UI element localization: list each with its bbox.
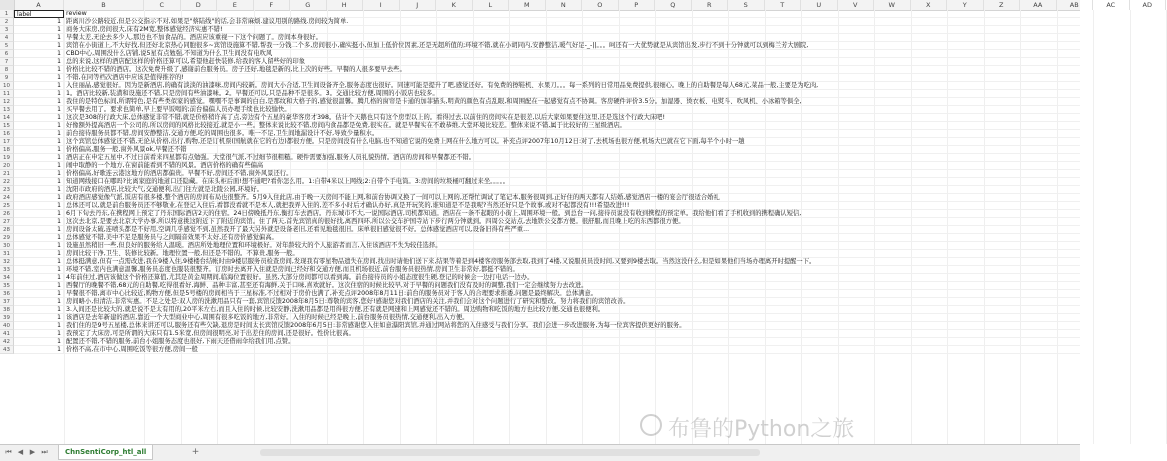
column-header[interactable]: H (327, 0, 364, 10)
column-header[interactable]: E (217, 0, 254, 10)
cell-review[interactable]: 酒店正在申定五星中,不过日前看来四星都有点勉强。大堂很气派,不过细节很粗糙。硬件需要加强,服务人员礼貌热情。酒店的房间和早餐都还不错。 (64, 154, 1080, 162)
cell-label[interactable]: 1 (14, 114, 64, 122)
row-number[interactable]: 15 (0, 122, 14, 130)
cell-label[interactable]: 1 (14, 162, 64, 170)
row-number[interactable]: 34 (0, 274, 14, 282)
row-number[interactable]: 28 (0, 226, 14, 234)
cell-label[interactable]: 1 (14, 74, 64, 82)
row-number[interactable]: 41 (0, 330, 14, 338)
cell-label[interactable]: 1 (14, 338, 64, 346)
column-header[interactable]: Q (655, 0, 692, 10)
cell-label[interactable]: 1 (14, 282, 64, 290)
row-number[interactable]: 32 (0, 258, 14, 266)
table-row[interactable] (0, 114, 1080, 122)
cell-review[interactable]: 我预定了大床房,可是所谓的大床只有1.5米宽,但房间很明亮,对于出差住的房间,还是很好。性价比很高。 (64, 330, 1080, 338)
table-row[interactable] (0, 178, 1080, 186)
cell-review[interactable]: 6月下旬去丹东,在携程网上预定了丹东国际酒店2天的住宿。24日傍晚抵丹东,衡打车去酒店。丹东城市不大,一说国际酒店,司机都知道。酒店在一条不起眼的小街上,周围环境一般。到总台一问,接待员说没有收到携程的预定单。我给他们看了手机收到的携程确认短信, (64, 210, 1080, 218)
sheet-tab-bar (0, 444, 1080, 461)
table-row[interactable] (0, 322, 1080, 330)
select-all-corner[interactable] (0, 0, 15, 10)
cell-review[interactable]: 这次去北京,是要去北京大学办事,所以特意挑这附近下了附近的宾馆。住了两天,首先宾馆真的很好找,离西四环,所以公交车护国寺站下步行两分钟就到。四周公交站点,去地铁公交都方便。很舒服,而且晚上吃的东西都很方便。 (64, 218, 1080, 226)
table-row[interactable] (0, 266, 1080, 274)
cell-label[interactable]: 1 (14, 154, 64, 162)
cell-label[interactable]: 1 (14, 66, 64, 74)
cell-label[interactable]: 1 (14, 314, 64, 322)
table-row[interactable] (0, 170, 1080, 178)
cell-label[interactable]: 1 (14, 122, 64, 130)
row-number[interactable]: 2 (0, 18, 14, 26)
table-row[interactable] (0, 26, 1080, 34)
cell-review[interactable]: 价格比比较不错的酒店。这次免费升级了,感谢前台服务员。房子还好,地毯是新的,比上次的好些。早餐的人很多要早去些。 (64, 66, 1080, 74)
cell-review[interactable]: 知道网线接口在哪吗?比离家庭的地道口还隐藏。在床头柜后面!想不通吧?看你怎么用。1:自带4米以上网线;2:自带个手电筒。3:房间的垃圾桶可翻过来坐。。。。。 (64, 178, 1080, 186)
column-header[interactable]: S (728, 0, 765, 10)
horizontal-scrollbar[interactable] (260, 449, 760, 456)
row-number[interactable]: 22 (0, 178, 14, 186)
table-row[interactable] (0, 330, 1080, 338)
cell-label[interactable]: 1 (14, 170, 64, 178)
cell-review[interactable]: 我们住的是9号五星楼,总体来讲还可以,服务还有些欠缺,退房是时间太长宾馆反馈2008年6月5日:非常感谢您入住如意瀑阳宾馆,并通过网站将您的入住感受与我们分享。我们会进一步改进服务,为每一位宾客提供更好的服务。 (64, 322, 1080, 330)
cell-review[interactable]: 早餐很不错,离市中心比较近,购物方便,但是5号楼的房间相当于三星标准,不过相对于房价也满了,补充点评2008年8月11日:前台的服务员对于客人的合理要求推诿,问题是最终解决。总体满意。 (64, 290, 1080, 298)
cell-review[interactable]: 前台接待服务员都不错,房间安静整洁,交通方便,吃的周围也很多。唯一不足,卫生间地漏设计不好,导致少量积水。 (64, 130, 1080, 138)
table-row[interactable] (0, 242, 1080, 250)
cell-label[interactable]: 1 (14, 146, 64, 154)
table-row[interactable] (0, 146, 1080, 154)
prev-sheet-icon[interactable]: ◀ (17, 448, 24, 456)
cell-label[interactable]: 1 (14, 226, 64, 234)
column-header[interactable]: W (874, 0, 911, 10)
cell-review[interactable]: 设施虽然稍旧一些,但良好的服务给人温暖。酒店所处地理位置和环境极好。对年龄较大的个人旅游者而言,入住该酒店不失为较佳选择。 (64, 242, 1080, 250)
cell-review[interactable]: 这个宾馆总体感觉还不错,无论从价格,出行,购物,还是订机票(国航就在它的右边)都很方便。只是房间没有什么电脑,也不知道它说的免费上网在什么地方可以。补充点评2007年10月12日:对了,去机场也很方便,机场大巴就在它下面,每半个小时一趟 (64, 138, 1080, 146)
table-row[interactable] (0, 34, 1080, 42)
grid-line (1093, 10, 1094, 444)
cell-label[interactable]: 1 (14, 266, 64, 274)
column-header[interactable]: D (181, 0, 218, 10)
cell-label[interactable]: 1 (14, 202, 64, 210)
cell-review[interactable]: 总体感觉不错,美中不足是服务员与之间隔音效果不太好,还有房价感觉偏高。 (64, 234, 1080, 242)
column-header[interactable]: A (14, 0, 64, 10)
cell-review[interactable]: 这次是308的行政大床,总体感觉非常不错,就是价格稍许高了点,旁边有个五星的豪华客房才398。估计个天鹅也只有这个房型以上的。看得过去,以前住的房间实在是很差,以后大家如果要住这里,还是选这个行政大床吧! (64, 114, 1080, 122)
table-row[interactable] (0, 98, 1080, 106)
table-row[interactable] (0, 274, 1080, 282)
column-header[interactable]: T (765, 0, 802, 10)
table-row[interactable] (0, 226, 1080, 234)
cell-label[interactable]: 1 (14, 34, 64, 42)
cell-label[interactable]: 1 (14, 186, 64, 194)
row-number[interactable]: 37 (0, 298, 14, 306)
table-row[interactable] (0, 258, 1080, 266)
table-row[interactable] (0, 186, 1080, 194)
cell-review[interactable]: 距离川沙公路较近,但是公交指示不对,如果是"蔡陆线"的话,会非常麻烦.建议用别的路线.房间较为简单. (64, 18, 1080, 26)
cell-review[interactable]: 闹中取静的一个地方,在窗前能看到不错的风景。酒店价格的确有些偏高 (64, 162, 1080, 170)
row-number[interactable]: 11 (0, 90, 14, 98)
cell-review[interactable]: 我住的是特色标间,所谓特色,是有些类似家的感觉。嘿嘿不是事调的白白,是那纹和大格子的,感觉很温馨。腾几格的窗帘是卡通的加菲猫头,明黄的颜色有点乱眼,和周围配在一起感觉有点不协调。客房硬件评价3.5分。加湿器、烫衣板、电熨斗、吹风机、小冰箱等俱全, (64, 98, 1080, 106)
cell-review[interactable]: 价格偏高,好歌连云港这地方的酒店都偏贵。早餐不好,房间还不错,窗外风景还行。 (64, 170, 1080, 178)
column-header[interactable]: N (546, 0, 583, 10)
add-sheet-icon[interactable]: + (191, 447, 200, 457)
column-header[interactable]: U (801, 0, 838, 10)
table-row[interactable] (0, 250, 1080, 258)
cell-label[interactable]: 1 (14, 242, 64, 250)
column-header[interactable]: X (911, 0, 948, 10)
cell-review[interactable]: 房间比较干净,卫生、装修比较新。地理位置一般,但还是不错的。不算贵,服务一般。 (64, 250, 1080, 258)
column-header[interactable]: P (619, 0, 656, 10)
table-row[interactable] (0, 122, 1080, 130)
column-header[interactable]: G (290, 0, 327, 10)
row-number[interactable]: 39 (0, 314, 14, 322)
column-header[interactable]: K (436, 0, 473, 10)
cell-review[interactable]: 早餐太差,无论去多少人,那边也不加食品的。酒店应该重视一下这个问题了。房间本身很好。 (64, 34, 1080, 42)
row-number[interactable]: 14 (0, 114, 14, 122)
cell-label[interactable]: 1 (14, 258, 64, 266)
sheet-tab[interactable]: ChnSentiCorp_htl_all (58, 445, 153, 460)
row-number[interactable]: 36 (0, 290, 14, 298)
column-header[interactable]: AC (1093, 0, 1130, 10)
row-number[interactable]: 27 (0, 218, 14, 226)
row-number[interactable]: 18 (0, 146, 14, 154)
row-number[interactable]: 19 (0, 154, 14, 162)
row-number[interactable]: 13 (0, 106, 14, 114)
table-row[interactable] (0, 138, 1080, 146)
column-header[interactable]: O (582, 0, 619, 10)
cell-review[interactable]: 好像额外提高酒店一个公司的,所以房间的风格比较接近,就是小一些。整体来说比较不错,房间内食品都是免费,很实在。就是早餐实在不敢恭维,大堂环境比较差。整体来说不错,属于比较好的三星级酒店。 (64, 122, 1080, 130)
column-header[interactable]: C (144, 0, 181, 10)
column-header[interactable]: Y (947, 0, 984, 10)
cell-review[interactable]: 房间设备太破,连喷头都是不好用,空调几乎感觉不到,虽然我开了最大另外就是设备老旧,还看见地毯很旧。床单很旧感觉很不好。总体感觉酒店可以,设备旧得有些严重... (64, 226, 1080, 234)
watermark-icon (640, 414, 662, 436)
cell-review[interactable]: 总的来说,这样的酒店配这样的价格还算可以,希望他赶快装修,给我的客人留些好的印象 (64, 58, 1080, 66)
cell-review[interactable]: 入住丽晶,感觉很好。因为是新酒店,的确有淡淡的油漆味,房间内较新。房间大小合适,卫生间设备齐全,服务态度也很好。同速可能是提升了吧,感觉还好。有免费的擦鞋机、水果刀。。。每一系列的日常用品免费提供,很细心。晚上的自助餐是每人68元,菜品一般,主要是为吃肉, (64, 82, 1080, 90)
table-row[interactable] (0, 90, 1080, 98)
cell-label[interactable]: 1 (14, 178, 64, 186)
row-number[interactable]: 7 (0, 58, 14, 66)
cell-label[interactable]: 1 (14, 210, 64, 218)
cell-review[interactable]: 4年前住过,酒店该做这个价格还算值,尤其是黄金周期间,临海位置很好。虽然,大部分房间都可以看到海。前台接待员的小姐态度很生硬,登记的时候会一边打电话一边办。 (64, 274, 1080, 282)
row-number[interactable]: 12 (0, 98, 14, 106)
table-row[interactable] (0, 10, 1080, 18)
cell-label[interactable]: 1 (14, 42, 64, 50)
cell-label-header[interactable]: label (14, 10, 64, 18)
cell-review[interactable]: 环境不错,室内也满意温馨,服务员态度也服装很整齐。订房时去离开入住就是房间已经好和交通方便,而且机场很近,前台服务员很热情,房间卫生非常好,都挺不错的。 (64, 266, 1080, 274)
table-row[interactable] (0, 314, 1080, 322)
cell-label[interactable]: 1 (14, 234, 64, 242)
row-number[interactable]: 35 (0, 282, 14, 290)
grid-line (1130, 10, 1131, 444)
last-sheet-icon[interactable]: ⏭ (41, 448, 48, 456)
row-number[interactable]: 8 (0, 66, 14, 74)
table-row[interactable] (0, 18, 1080, 26)
row-number[interactable]: 26 (0, 210, 14, 218)
cell-review[interactable]: 西餐厅的晚餐不错,68元的自助餐,吃得很看好,海鲜、品种丰富,甚至还有海鲜,关于口味,喜欢就好。这次住宿的时候比较早,对于早餐的问题我们没有及时的调整,我们一定会继续努力去改进。 (64, 282, 1080, 290)
table-row[interactable] (0, 346, 1080, 354)
column-header[interactable]: AD (1130, 0, 1167, 10)
cell-label[interactable]: 1 (14, 194, 64, 202)
table-row[interactable] (0, 82, 1080, 90)
cell-label[interactable]: 1 (14, 290, 64, 298)
table-row[interactable] (0, 162, 1080, 170)
column-header[interactable]: Z (984, 0, 1021, 10)
column-header[interactable]: AB (1057, 0, 1094, 10)
row-number[interactable]: 20 (0, 162, 14, 170)
row-number[interactable]: 31 (0, 250, 14, 258)
cell-review[interactable]: 宾馆在小街道上,不大好找,但还好北京热心同胞很多~宾馆设施算不错,帮我一分钱二个多,房间很小,确实挺小,但加上低价位因素,还是无超所值的;环境不错,就在小胡同内,安静整洁,暖气好足-_-||。。。呵还有一大优势就是从宾馆出发,步行不到十分钟就可以到梅兰芳大剧院, (64, 42, 1080, 50)
cell-review-header[interactable]: review (64, 10, 1080, 18)
cell-review[interactable]: 商务大床房,房间很大,床有2M宽,整体感觉经济实惠不错! (64, 26, 1080, 34)
cell-review[interactable]: 配置还不错,不错的服务,前台小姐服务态度也很好,下雨天还借雨伞给我们用,点赞。 (64, 338, 1080, 346)
cell-review[interactable]: 不错,在同等档次酒店中应该是值得推荐的! (64, 74, 1080, 82)
row-number[interactable]: 29 (0, 234, 14, 242)
cell-label[interactable]: 1 (14, 90, 64, 98)
table-row[interactable] (0, 154, 1080, 162)
table-row[interactable] (0, 42, 1080, 50)
table-row[interactable] (0, 50, 1080, 58)
cell-review[interactable]: 总体还可以,就是前台服务员还不够敬业,在登记入住后,看都没看就不是本人,就把我弄入住的,差不多小时后才确认办好,真是开玩笑的,谁知道是不是我呢?当然还好只是个故事,或对不起都没有!!!希望改进!!! (64, 202, 1080, 210)
table-row[interactable] (0, 282, 1080, 290)
row-number[interactable]: 1 (0, 10, 14, 18)
table-row[interactable] (0, 66, 1080, 74)
table-row[interactable] (0, 306, 1080, 314)
column-header[interactable]: B (64, 0, 144, 10)
table-row[interactable] (0, 58, 1080, 66)
table-row[interactable] (0, 234, 1080, 242)
cell-label[interactable]: 1 (14, 138, 64, 146)
cell-label[interactable]: 1 (14, 330, 64, 338)
cell-label[interactable]: 1 (14, 130, 64, 138)
row-number[interactable]: 9 (0, 74, 14, 82)
cell-label[interactable]: 1 (14, 274, 64, 282)
cell-label[interactable]: 1 (14, 98, 64, 106)
row-number[interactable]: 30 (0, 242, 14, 250)
column-header[interactable]: L (473, 0, 510, 10)
row-number[interactable]: 25 (0, 202, 14, 210)
row-number[interactable]: 42 (0, 338, 14, 346)
row-number[interactable]: 38 (0, 306, 14, 314)
table-row[interactable] (0, 130, 1080, 138)
table-row[interactable] (0, 194, 1080, 202)
column-header[interactable]: J (400, 0, 437, 10)
cell-label[interactable]: 1 (14, 50, 64, 58)
cell-review[interactable]: 买早餐去用了。要求也简单,早上要早饭喝的;前台偏偏人员办理手续也比较愉快。 (64, 106, 1080, 114)
row-number[interactable]: 3 (0, 26, 14, 34)
cell-review[interactable]: 房间略小,但清洁,非常实惠。不足之处是:双人房的洗漱用品只有一套,宾馆反馈2008年8月5日:尊敬的宾客,您好!感谢您对我们酒店的关注,并我们会对这个问题进行了研究和整改。努力将我们的宾馆改善。 (64, 298, 1080, 306)
column-header[interactable]: R (692, 0, 729, 10)
table-row[interactable] (0, 74, 1080, 82)
column-header[interactable]: M (509, 0, 546, 10)
cell-label[interactable]: 1 (14, 218, 64, 226)
cell-review[interactable]: 1。酒店比较新,装潢和设施还不错,只是房间有些油漆味。2。早餐还可以,只是品种不是很多。3。交通比较方便,周围的小饭店也较多。 (64, 90, 1080, 98)
row-number[interactable]: 33 (0, 266, 14, 274)
cell-review[interactable]: 政府酒店感觉像气派,饭店有很多楼,整个酒店的房间布局也很整齐。5月9入住此店,由于晚一天房间不能上网,和前台协调又换了一间可以上网的,还帮忙调试了笔记本,服务很周到,正好住的两天都有人结婚,感觉酒店一楼的宴会厅很适合婚礼 (64, 194, 1080, 202)
cell-review[interactable]: CBD中心,周围没什么店铺,说5星有点勉强,不知道为什么卫生间没有电吹风 (64, 50, 1080, 58)
cell-label[interactable]: 1 (14, 298, 64, 306)
table-row[interactable] (0, 338, 1080, 346)
cell-review[interactable]: 该酒店是去年新建的酒店,靠近一个大型商业中心,周围有很多吃饭的地方,非常好。入住的时候已经是晚上,前台服务员很热情,交通便利,出入方便。 (64, 314, 1080, 322)
column-header[interactable]: AA (1020, 0, 1057, 10)
row-number[interactable]: 5 (0, 42, 14, 50)
table-row[interactable] (0, 290, 1080, 298)
first-sheet-icon[interactable]: ⏮ (5, 448, 12, 456)
table-row[interactable] (0, 210, 1080, 218)
cell-label[interactable]: 1 (14, 322, 64, 330)
row-number[interactable]: 43 (0, 346, 14, 354)
row-number[interactable]: 17 (0, 138, 14, 146)
next-sheet-icon[interactable]: ▶ (29, 448, 36, 456)
table-row[interactable] (0, 106, 1080, 114)
cell-review[interactable]: 价格不高,在市中心,周围吃饭等很方便,房间一般 (64, 346, 1080, 354)
table-row[interactable] (0, 202, 1080, 210)
cell-review[interactable]: 价格偏高,服务一般,窗外风景ok,早餐还不错 (64, 146, 1080, 154)
cell-label[interactable]: 1 (14, 106, 64, 114)
cell-label[interactable]: 1 (14, 346, 64, 354)
column-header[interactable]: I (363, 0, 400, 10)
cell-label[interactable]: 1 (14, 58, 64, 66)
cell-review[interactable]: 总体挺满意,但有一点需改进,我在9楼入住,9楼楼台结帐时由9楼层服务员检查房间,发现我有零星物品遗失在房间,找出时请他们送下来,结果等着是到4楼客房服务部去取,我到了4楼,又说服员员没时间,又要到9楼去取。当然这没什么,但是如果他们当场办理离开时提醒一下。 (64, 258, 1080, 266)
cell-label[interactable]: 1 (14, 250, 64, 258)
row-number[interactable]: 16 (0, 130, 14, 138)
row-number[interactable]: 10 (0, 82, 14, 90)
row-number[interactable]: 23 (0, 186, 14, 194)
table-row[interactable] (0, 298, 1080, 306)
cell-label[interactable]: 1 (14, 26, 64, 34)
cell-label[interactable]: 1 (14, 306, 64, 314)
watermark-text: 布鲁的Python之旅 (668, 417, 855, 442)
row-number[interactable]: 21 (0, 170, 14, 178)
cell-review[interactable]: 3.入间还是比较大的,就是说不是太有用的,20平米左右,而且入住的时候,比较安静,洗漱用品都是用得很方便,还有就是网速和上网感觉还不错的。周边购物和吃饭的地方也比较方便,交通也很便利。 (64, 306, 1080, 314)
row-number[interactable]: 24 (0, 194, 14, 202)
cell-label[interactable]: 1 (14, 18, 64, 26)
column-header[interactable]: F (254, 0, 291, 10)
cell-review[interactable]: 沈阳市政府的酒店,比较大气,交通便利,出门往左就是北陵公园,环境好。 (64, 186, 1080, 194)
table-row[interactable] (0, 218, 1080, 226)
row-number[interactable]: 6 (0, 50, 14, 58)
row-number[interactable]: 40 (0, 322, 14, 330)
cell-label[interactable]: 1 (14, 82, 64, 90)
row-number[interactable]: 4 (0, 34, 14, 42)
column-header[interactable]: V (838, 0, 875, 10)
